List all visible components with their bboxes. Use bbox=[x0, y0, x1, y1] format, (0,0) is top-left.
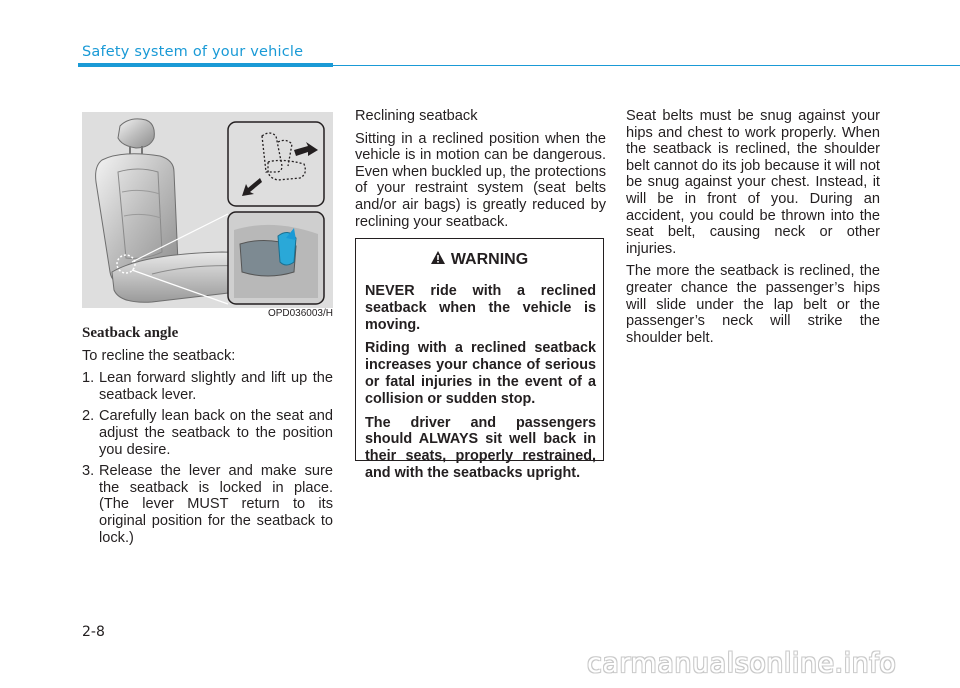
header-rule-accent bbox=[78, 63, 333, 67]
list-item bbox=[82, 463, 333, 546]
warning-title: WARNING bbox=[450, 251, 529, 268]
seat-diagram bbox=[82, 112, 333, 308]
recline-risk-paragraph: The more the seatback is reclined, the greater chance the passenger’s hips will slide under the lap belt or the passenger’s neck will strike the shoulder belt. bbox=[626, 263, 880, 346]
step-text: Release the lever and make sure the seatback is locked in place. (The lever MUST return to its original position for the seatback to lock.) bbox=[99, 463, 333, 546]
step-text: Carefully lean back on the seat and adjust the seatback to the position you desire. bbox=[99, 408, 333, 458]
right-column bbox=[626, 108, 880, 352]
reclining-seatback-heading: Reclining seatback bbox=[355, 108, 478, 124]
header-rule bbox=[333, 65, 960, 66]
warning-triangle-icon bbox=[431, 242, 445, 277]
section-title: Safety system of your vehicle bbox=[82, 44, 304, 60]
list-item bbox=[82, 408, 333, 458]
left-column bbox=[82, 112, 333, 551]
middle-column bbox=[355, 108, 606, 236]
recline-steps-list bbox=[82, 370, 333, 546]
reclining-paragraph: Sitting in a reclined position when the vehicle is in motion can be dangerous. Even when buckled up, the protections of your restraint system (seat belts and/or air bags) is greatly reduced by reclining your seatback. bbox=[355, 130, 606, 230]
seatback-angle-heading: Seatback angle bbox=[82, 325, 179, 341]
page-number: 2-8 bbox=[82, 624, 105, 640]
recline-intro: To recline the seatback: bbox=[82, 347, 236, 364]
seat-belt-paragraph: Seat belts must be snug against your hips and chest to work properly. When the seatback is reclined, the shoulder belt cannot do its job because it will not be snug against your chest. Instead, it will be in front of you. During an accident, you could be thrown into the seat belt, causing neck or other injuries. bbox=[626, 108, 880, 257]
warning-paragraph: NEVER ride with a reclined seatback when the vehicle is moving. bbox=[365, 283, 596, 333]
step-number: 1. bbox=[82, 370, 95, 387]
step-text: Lean forward slightly and lift up the seatback lever. bbox=[99, 370, 333, 403]
list-item bbox=[82, 370, 333, 403]
warning-header bbox=[356, 242, 603, 277]
seat-illustration bbox=[82, 112, 333, 319]
step-number: 3. bbox=[82, 463, 95, 480]
step-number: 2. bbox=[82, 408, 95, 425]
figure-code: OPD036003/H bbox=[267, 308, 333, 319]
watermark: carmanualsonline.info bbox=[587, 648, 897, 679]
warning-paragraph: The driver and passengers should ALWAYS sit well back in their seats, properly restrained, and with the seatbacks upright. bbox=[365, 414, 596, 481]
warning-paragraph: Riding with a reclined seatback increases your chance of serious or fatal injuries in the event of a collision or sudden stop. bbox=[365, 340, 596, 407]
warning-body bbox=[356, 277, 603, 482]
warning-box bbox=[355, 238, 604, 481]
